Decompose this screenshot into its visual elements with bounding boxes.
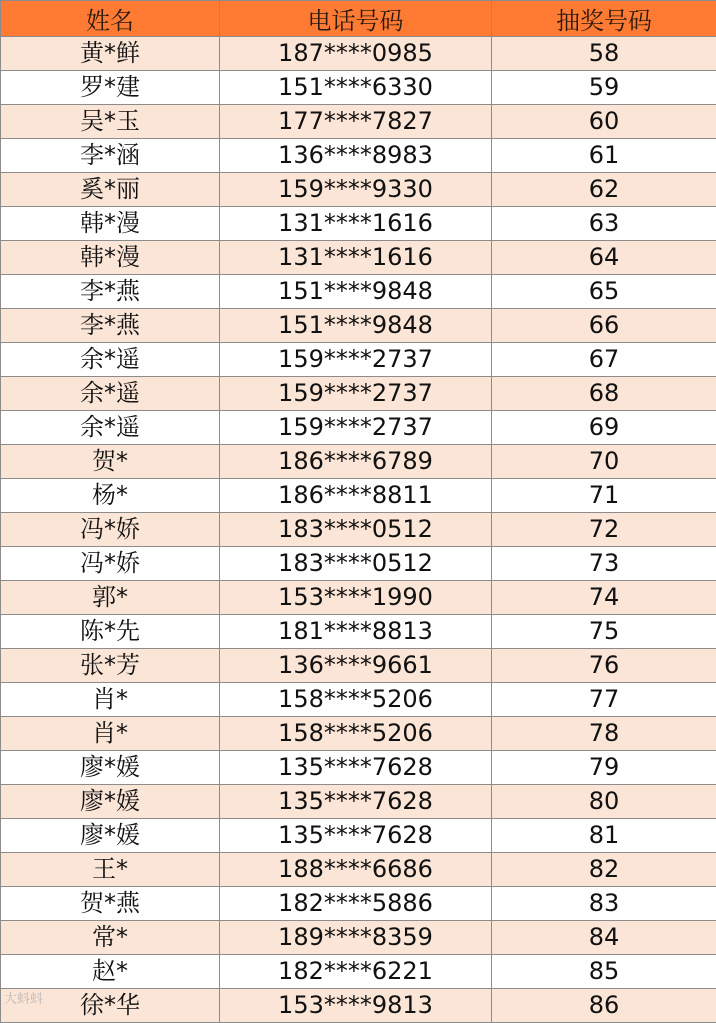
header-lottery-number: 抽奖号码	[492, 1, 716, 37]
table-row	[1, 615, 716, 649]
name-cell: 黄*鲜	[1, 37, 220, 71]
lottery-number-cell: 75	[492, 615, 716, 649]
table-row	[1, 411, 716, 445]
phone-cell: 131****1616	[220, 207, 492, 241]
phone-cell: 153****1990	[220, 581, 492, 615]
name-cell: 徐*华	[1, 989, 220, 1023]
lottery-number-cell: 64	[492, 241, 716, 275]
lottery-number-cell: 66	[492, 309, 716, 343]
table-row	[1, 649, 716, 683]
phone-cell: 158****5206	[220, 717, 492, 751]
lottery-number-cell: 73	[492, 547, 716, 581]
lottery-number-cell: 69	[492, 411, 716, 445]
lottery-number-cell: 74	[492, 581, 716, 615]
name-cell: 廖*媛	[1, 751, 220, 785]
header-row	[1, 1, 716, 37]
phone-cell: 153****9813	[220, 989, 492, 1023]
name-cell: 吴*玉	[1, 105, 220, 139]
name-cell: 王*	[1, 853, 220, 887]
table-row	[1, 377, 716, 411]
table-row	[1, 207, 716, 241]
table-row	[1, 819, 716, 853]
name-cell: 冯*娇	[1, 513, 220, 547]
name-cell: 郭*	[1, 581, 220, 615]
table-row	[1, 955, 716, 989]
table-row	[1, 581, 716, 615]
name-cell: 李*涵	[1, 139, 220, 173]
table-body	[1, 37, 716, 1023]
phone-cell: 159****2737	[220, 343, 492, 377]
table-row	[1, 921, 716, 955]
name-cell: 杨*	[1, 479, 220, 513]
lottery-number-cell: 77	[492, 683, 716, 717]
lottery-number-cell: 85	[492, 955, 716, 989]
name-cell: 肖*	[1, 717, 220, 751]
lottery-number-cell: 80	[492, 785, 716, 819]
phone-cell: 135****7628	[220, 785, 492, 819]
phone-cell: 183****0512	[220, 547, 492, 581]
table-row	[1, 887, 716, 921]
name-cell: 奚*丽	[1, 173, 220, 207]
name-cell: 余*遥	[1, 377, 220, 411]
table-row	[1, 751, 716, 785]
name-cell: 韩*漫	[1, 207, 220, 241]
table-row	[1, 479, 716, 513]
phone-cell: 181****8813	[220, 615, 492, 649]
lottery-number-cell: 60	[492, 105, 716, 139]
table-row	[1, 71, 716, 105]
phone-cell: 186****6789	[220, 445, 492, 479]
watermark: 大蚪蚪	[4, 988, 43, 1007]
lottery-number-cell: 81	[492, 819, 716, 853]
phone-cell: 131****1616	[220, 241, 492, 275]
phone-cell: 182****5886	[220, 887, 492, 921]
table-row	[1, 105, 716, 139]
table-row	[1, 989, 716, 1023]
phone-cell: 136****8983	[220, 139, 492, 173]
name-cell: 陈*先	[1, 615, 220, 649]
phone-cell: 151****6330	[220, 71, 492, 105]
table-row	[1, 139, 716, 173]
lottery-number-cell: 82	[492, 853, 716, 887]
phone-cell: 188****6686	[220, 853, 492, 887]
name-cell: 张*芳	[1, 649, 220, 683]
phone-cell: 159****2737	[220, 377, 492, 411]
lottery-number-cell: 79	[492, 751, 716, 785]
table-row	[1, 853, 716, 887]
lottery-number-cell: 59	[492, 71, 716, 105]
name-cell: 冯*娇	[1, 547, 220, 581]
phone-cell: 177****7827	[220, 105, 492, 139]
name-cell: 廖*媛	[1, 819, 220, 853]
lottery-number-cell: 72	[492, 513, 716, 547]
phone-cell: 159****2737	[220, 411, 492, 445]
table-row	[1, 241, 716, 275]
phone-cell: 159****9330	[220, 173, 492, 207]
lottery-number-cell: 62	[492, 173, 716, 207]
table-row	[1, 785, 716, 819]
table-row	[1, 547, 716, 581]
lottery-number-cell: 61	[492, 139, 716, 173]
table-row	[1, 513, 716, 547]
phone-cell: 151****9848	[220, 275, 492, 309]
phone-cell: 182****6221	[220, 955, 492, 989]
lottery-number-cell: 58	[492, 37, 716, 71]
phone-cell: 187****0985	[220, 37, 492, 71]
name-cell: 余*遥	[1, 343, 220, 377]
name-cell: 李*燕	[1, 309, 220, 343]
table-row	[1, 37, 716, 71]
name-cell: 余*遥	[1, 411, 220, 445]
lottery-number-cell: 83	[492, 887, 716, 921]
name-cell: 韩*漫	[1, 241, 220, 275]
name-cell: 廖*媛	[1, 785, 220, 819]
name-cell: 罗*建	[1, 71, 220, 105]
phone-cell: 186****8811	[220, 479, 492, 513]
phone-cell: 151****9848	[220, 309, 492, 343]
table-row	[1, 173, 716, 207]
phone-cell: 136****9661	[220, 649, 492, 683]
name-cell: 贺*	[1, 445, 220, 479]
lottery-number-cell: 86	[492, 989, 716, 1023]
phone-cell: 135****7628	[220, 751, 492, 785]
lottery-number-cell: 65	[492, 275, 716, 309]
name-cell: 李*燕	[1, 275, 220, 309]
lottery-number-cell: 78	[492, 717, 716, 751]
table-row	[1, 309, 716, 343]
phone-cell: 189****8359	[220, 921, 492, 955]
name-cell: 贺*燕	[1, 887, 220, 921]
phone-cell: 158****5206	[220, 683, 492, 717]
lottery-number-cell: 71	[492, 479, 716, 513]
lottery-number-cell: 84	[492, 921, 716, 955]
phone-cell: 183****0512	[220, 513, 492, 547]
table-row	[1, 445, 716, 479]
lottery-number-cell: 67	[492, 343, 716, 377]
header-name: 姓名	[1, 1, 220, 37]
table-row	[1, 717, 716, 751]
lottery-number-cell: 63	[492, 207, 716, 241]
name-cell: 赵*	[1, 955, 220, 989]
phone-cell: 135****7628	[220, 819, 492, 853]
lottery-number-cell: 68	[492, 377, 716, 411]
table-row	[1, 683, 716, 717]
table-row	[1, 275, 716, 309]
lottery-number-cell: 70	[492, 445, 716, 479]
table-row	[1, 343, 716, 377]
name-cell: 肖*	[1, 683, 220, 717]
header-phone: 电话号码	[220, 1, 492, 37]
lottery-number-cell: 76	[492, 649, 716, 683]
name-cell: 常*	[1, 921, 220, 955]
